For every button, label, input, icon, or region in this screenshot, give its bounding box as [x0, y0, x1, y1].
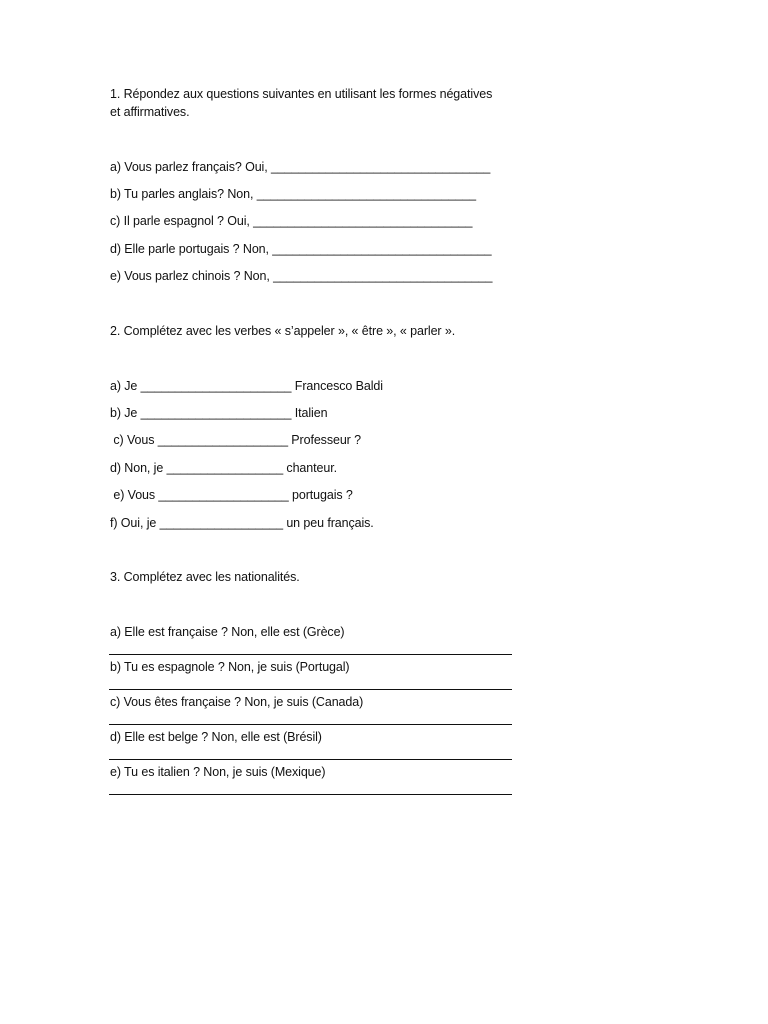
answer-line-c — [109, 724, 512, 725]
section-1-question-e: e) Vous parlez chinois ? Non, ________________________________ — [110, 269, 493, 283]
section-2-instruction: 2. Complétez avec les verbes « s’appeler », « être », « parler ». — [110, 324, 456, 338]
answer-line-a — [109, 654, 512, 655]
answer-line-b — [109, 689, 512, 690]
section-3-item-e: e) Tu es italien ? Non, je suis (Mexique) — [110, 765, 326, 779]
section-3-item-a: a) Elle est française ? Non, elle est (Grèce) — [110, 625, 345, 639]
section-3-instruction: 3. Complétez avec les nationalités. — [110, 570, 300, 584]
section-2-item-c: c) Vous ___________________ Professeur ? — [110, 433, 361, 447]
section-3-item-d: d) Elle est belge ? Non, elle est (Brésil) — [110, 730, 322, 744]
section-1-instruction-line-2: et affirmatives. — [110, 105, 190, 119]
answer-line-e — [109, 794, 512, 795]
section-3-item-b: b) Tu es espagnole ? Non, je suis (Portugal) — [110, 660, 350, 674]
section-1-question-b: b) Tu parles anglais? Non, ________________________________ — [110, 187, 476, 201]
section-2-item-f: f) Oui, je __________________ un peu français. — [110, 516, 374, 530]
section-2-item-a: a) Je ______________________ Francesco Baldi — [110, 379, 383, 393]
section-2-item-b: b) Je ______________________ Italien — [110, 406, 328, 420]
answer-line-d — [109, 759, 512, 760]
section-1-question-a: a) Vous parlez français? Oui, ________________________________ — [110, 160, 491, 174]
section-2-item-d: d) Non, je _________________ chanteur. — [110, 461, 337, 475]
section-1-question-d: d) Elle parle portugais ? Non, ________________________________ — [110, 242, 492, 256]
section-2-item-e: e) Vous ___________________ portugais ? — [110, 488, 353, 502]
section-3-item-c: c) Vous êtes française ? Non, je suis (Canada) — [110, 695, 364, 709]
section-1-question-c: c) Il parle espagnol ? Oui, ________________________________ — [110, 214, 473, 228]
section-1-instruction-line-1: 1. Répondez aux questions suivantes en utilisant les formes négatives — [110, 87, 493, 101]
